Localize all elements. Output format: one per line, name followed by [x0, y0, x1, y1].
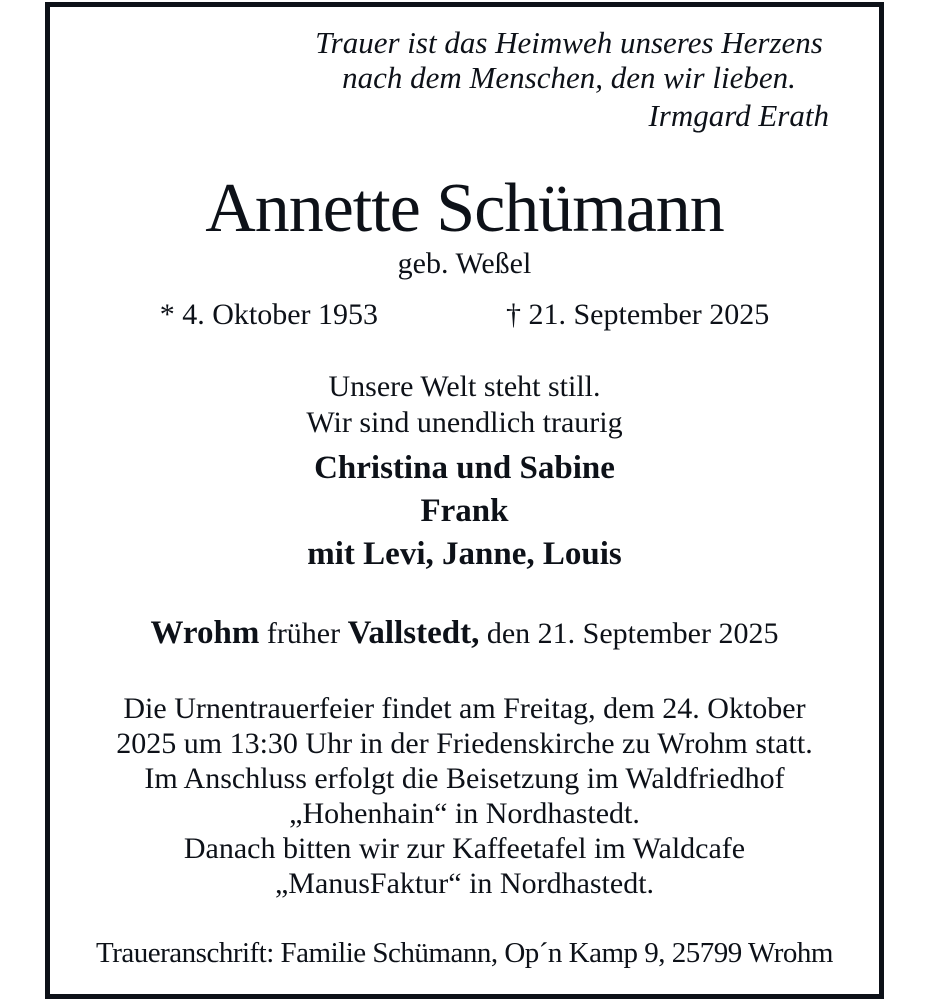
- mourners-line-3: mit Levi, Janne, Louis: [307, 536, 622, 572]
- former-place: Vallstedt,: [347, 615, 480, 651]
- ceremony-line-6: „ManusFaktur“ in Nordhastedt.: [274, 867, 655, 900]
- maiden-name: geb. Weßel: [397, 247, 532, 280]
- message-line-1: Unsere Welt steht still.: [328, 370, 601, 403]
- dateline-former-label: früher: [259, 617, 348, 650]
- ceremony-line-1: Die Urnentrauerfeier findet am Freitag, dem 24. Oktober: [123, 692, 806, 725]
- quote-block: [289, 25, 849, 133]
- mourners-line-1: Christina und Sabine: [314, 450, 615, 486]
- ceremony-details: [50, 691, 879, 901]
- ceremony-line-4: „Hohenhain“ in Nordhastedt.: [289, 797, 640, 830]
- mourners-block: [50, 447, 879, 576]
- ceremony-line-2: 2025 um 13:30 Uhr in der Friedenskirche zu Wrohm statt.: [116, 727, 813, 760]
- message-line-2: Wir sind unendlich traurig: [306, 406, 623, 439]
- quote-attribution: Irmgard Erath: [648, 98, 829, 133]
- quote-line-1: Trauer ist das Heimweh unseres Herzens: [315, 25, 823, 60]
- birth-date: * 4. Oktober 1953: [159, 298, 378, 331]
- death-date: † 21. September 2025: [506, 298, 770, 331]
- place-of-residence: Wrohm: [150, 615, 260, 651]
- notice-frame: [45, 2, 884, 999]
- mourning-address: Traueranschrift: Familie Schümann, Op´n Kamp 9, 25799 Wrohm: [96, 937, 833, 969]
- ceremony-line-3: Im Anschluss erfolgt die Beisetzung im Waldfriedhof: [144, 762, 785, 795]
- mourning-message: [50, 369, 879, 441]
- dateline-date: den 21. September 2025: [479, 617, 779, 650]
- dateline: [50, 612, 879, 655]
- ceremony-line-5: Danach bitten wir zur Kaffeetafel im Waldcafe: [183, 832, 746, 865]
- quote-line-2: nach dem Menschen, den wir lieben.: [342, 60, 796, 95]
- deceased-name: Annette Schümann: [205, 170, 724, 247]
- mourners-line-2: Frank: [420, 493, 509, 529]
- dates-row: [50, 297, 879, 333]
